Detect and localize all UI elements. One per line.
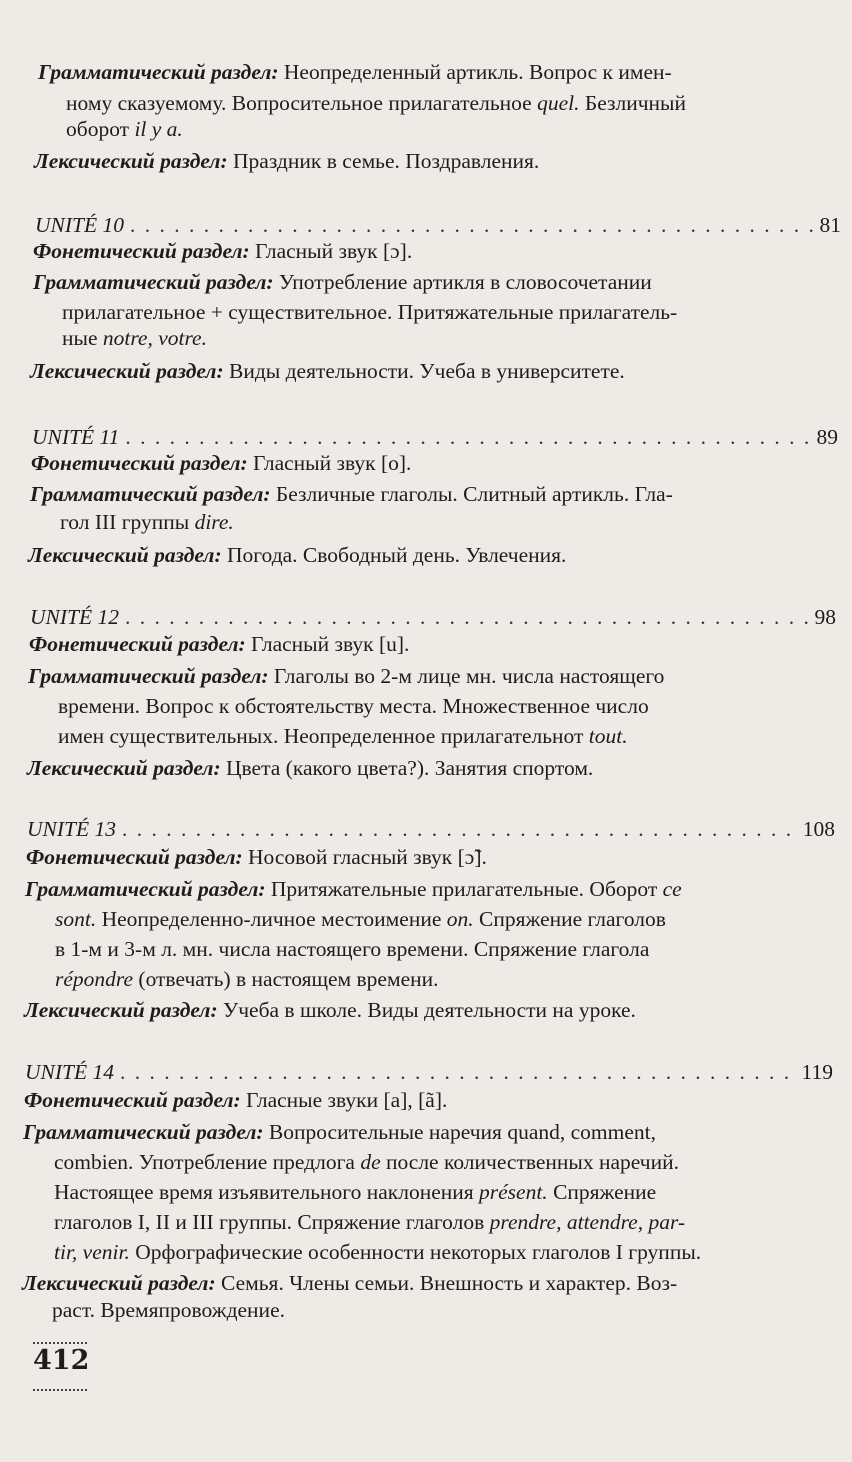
unit-13-grammar-line-3: в 1-м и 3-м л. мн. числа настоящего времени. Спряжение глагола: [55, 937, 650, 961]
lexical-label: Лексический раздел:: [34, 149, 228, 173]
unit-14-toc-entry[interactable]: [25, 1058, 833, 1086]
unit-title: UNITÉ 14: [25, 1060, 114, 1084]
unit-title: UNITÉ 10: [35, 213, 124, 237]
leader-dots: [120, 1058, 796, 1086]
unit-14-lexical-line-1: Лексический раздел: Семья. Члены семьи. Внешность и характер. Воз-: [22, 1271, 678, 1295]
page-number: 108: [802, 817, 835, 841]
unit-12-toc-entry[interactable]: [30, 603, 836, 631]
unit-14-grammar-line-2: combien. Употребление предлога de после количественных наречий.: [54, 1150, 680, 1174]
unit-11-lexical: Лексический раздел: Погода. Свободный день. Увлечения.: [28, 543, 567, 567]
unit-12-grammar-line-1: Грамматический раздел: Глаголы во 2-м лице мн. числа настоящего: [28, 664, 665, 688]
unit-14-grammar-line-1: Грамматический раздел: Вопросительные наречия quand, comment,: [23, 1120, 656, 1144]
unit-13-grammar-line-1: Грамматический раздел: Притяжательные прилагательные. Оборот ce: [25, 877, 682, 901]
folio-dots-top: [33, 1342, 87, 1344]
page-number: 119: [801, 1060, 833, 1084]
unit-10-lexical: Лексический раздел: Виды деятельности. Учеба в университете.: [30, 359, 625, 383]
page-number: 89: [816, 425, 838, 449]
intro-lexical-line: Лексический раздел: Праздник в семье. Поздравления.: [34, 149, 540, 173]
page-folio: 412: [33, 1345, 90, 1376]
grammar-label: Грамматический раздел:: [38, 60, 279, 84]
unit-12-lexical: Лексический раздел: Цвета (какого цвета?). Занятия спортом.: [27, 756, 594, 780]
unit-14-grammar-line-3: Настоящее время изъявительного наклонения présent. Спряжение: [54, 1180, 657, 1204]
unit-13-toc-entry[interactable]: [27, 815, 835, 843]
intro-grammar-line-2: ному сказуемому. Вопросительное прилагательное quel. Безличный: [66, 91, 687, 115]
unit-10-grammar-line-3: ные notre, votre.: [62, 326, 207, 350]
unit-11-toc-entry[interactable]: [32, 423, 838, 451]
unit-10-toc-entry[interactable]: [35, 211, 841, 239]
unit-13-lexical: Лексический раздел: Учеба в школе. Виды деятельности на уроке.: [24, 998, 636, 1022]
unit-13-grammar-line-4: répondre (отвечать) в настоящем времени.: [55, 967, 439, 991]
unit-11-grammar-line-2: гол III группы dire.: [60, 510, 234, 534]
unit-12-grammar-line-3: имен существительных. Неопределенное прилагательнот tout.: [58, 724, 628, 748]
unit-10-grammar-line-1: Грамматический раздел: Употребление артикля в словосочетании: [33, 270, 652, 294]
unit-title: UNITÉ 13: [27, 817, 116, 841]
unit-10-phonetic: Фонетический раздел: Гласный звук [ɔ].: [33, 239, 413, 263]
unit-title: UNITÉ 11: [32, 425, 120, 449]
unit-14-phonetic: Фонетический раздел: Гласные звуки [a], [ã].: [24, 1088, 448, 1112]
unit-14-lexical-line-2: раст. Времяпровождение.: [52, 1298, 285, 1322]
unit-14-grammar-line-4: глаголов I, II и III группы. Спряжение глаголов prendre, attendre, par-: [54, 1210, 686, 1234]
page-number: 81: [819, 213, 841, 237]
unit-14-grammar-line-5: tir, venir. Орфографические особенности некоторых глаголов I группы.: [54, 1240, 702, 1264]
page-number: 98: [814, 605, 836, 629]
unit-13-grammar-line-2: sont. Неопределенно-личное местоимение on. Спряжение глаголов: [55, 907, 666, 931]
intro-grammar-line-1: Грамматический раздел: Неопределенный артикль. Вопрос к имен-: [38, 60, 672, 84]
leader-dots: [125, 603, 809, 631]
unit-title: UNITÉ 12: [30, 605, 119, 629]
intro-grammar-line-3: оборот il y a.: [66, 117, 183, 141]
leader-dots: [125, 423, 810, 451]
folio-dots-bottom: [33, 1389, 87, 1391]
unit-12-grammar-line-2: времени. Вопрос к обстоятельству места. Множественное число: [58, 694, 649, 718]
unit-11-grammar-line-1: Грамматический раздел: Безличные глаголы. Слитный артикль. Гла-: [30, 482, 673, 506]
unit-13-phonetic: Фонетический раздел: Носовой гласный звук [ɔ̃].: [26, 845, 487, 869]
unit-12-phonetic: Фонетический раздел: Гласный звук [u].: [29, 632, 410, 656]
leader-dots: [130, 211, 814, 239]
unit-11-phonetic: Фонетический раздел: Гласный звук [o].: [31, 451, 412, 475]
leader-dots: [122, 815, 797, 843]
unit-10-grammar-line-2: прилагательное + существительное. Притяжательные прилагатель-: [62, 300, 678, 324]
